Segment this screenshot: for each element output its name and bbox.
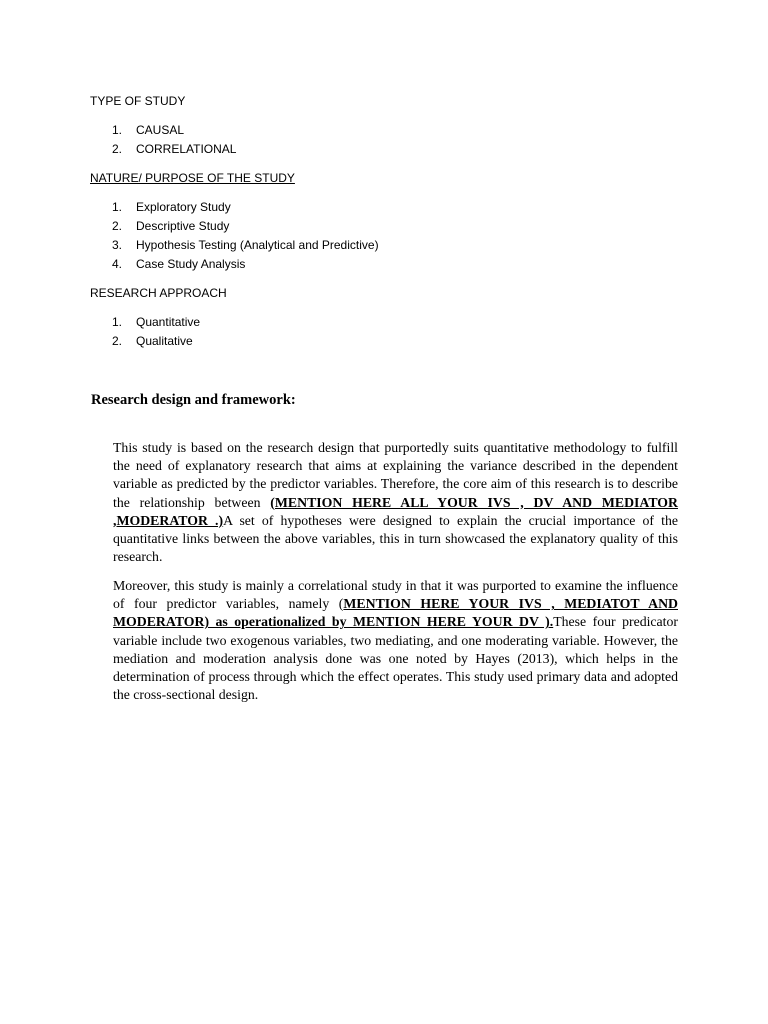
list-item [112,140,236,159]
list-item [112,121,236,140]
placeholder-instruction: (MENTION HERE ALL YOUR IVS , DV AND MEDIATOR ,MODERATOR .) [113,494,679,528]
type-of-study-list [112,121,236,159]
placeholder-instruction: MENTION HERE YOUR IVS , MEDIATOT AND MODERATOR) as operationalized by MENTION HERE YOUR DV ). [113,596,678,630]
list-item-number: 2. [112,142,123,156]
list-item [112,332,200,351]
list-item-number: 1. [112,315,123,329]
research-approach-list [112,313,200,351]
list-item-number: 4. [112,257,123,271]
paragraph-text: A set of hypotheses were designed to explain the crucial importance of the quantitative links between the above variables, this in turn showcased the explanatory quality of this research. [113,512,678,565]
list-item-label: Qualitative [136,334,193,348]
nature-purpose-heading: NATURE/ PURPOSE OF THE STUDY [90,171,295,185]
list-item-number: 2. [112,219,123,233]
paragraph-text: This study is based on the research design that purportedly suits quantitative methodology to fulfill the need of explanatory research that aims at explaining the variance described in the dependent variable as predicted by the predictor variables. Therefore, the core aim of this research is to describe the relationship between [113,440,678,510]
list-item [112,255,379,274]
research-approach-heading: RESEARCH APPROACH [90,286,227,300]
list-item-number: 2. [112,334,123,348]
list-item-number: 1. [112,123,123,137]
list-item-label: Hypothesis Testing (Analytical and Predictive) [136,238,379,252]
paragraph-text: Moreover, this study is mainly a correlational study in that it was purported to examine the influence of four predictor variables, namely ( [113,578,678,612]
list-item-label: Exploratory Study [136,200,231,214]
type-of-study-heading: TYPE OF STUDY [90,94,186,108]
list-item [112,217,379,236]
nature-purpose-list [112,198,379,274]
list-item-label: CAUSAL [136,123,185,137]
list-item [112,236,379,255]
list-item [112,198,379,217]
list-item-label: Case Study Analysis [136,257,246,271]
research-design-heading: Research design and framework: [91,392,296,408]
paragraph-text: These four predicator variable include two exogenous variables, two mediating, and one moderating variable. However, the mediation and moderation analysis done was one noted by Hayes (2013), which helps in the determination of process through which the effect operates. This study used primary data and adopted the cross-sectional design. [113,614,678,703]
list-item [112,313,200,332]
research-design-paragraph-2 [113,577,678,704]
list-item-label: Descriptive Study [136,219,230,233]
list-item-number: 3. [112,238,123,252]
list-item-label: CORRELATIONAL [136,142,237,156]
research-design-paragraph-1 [113,439,678,566]
list-item-number: 1. [112,200,123,214]
list-item-label: Quantitative [136,315,201,329]
